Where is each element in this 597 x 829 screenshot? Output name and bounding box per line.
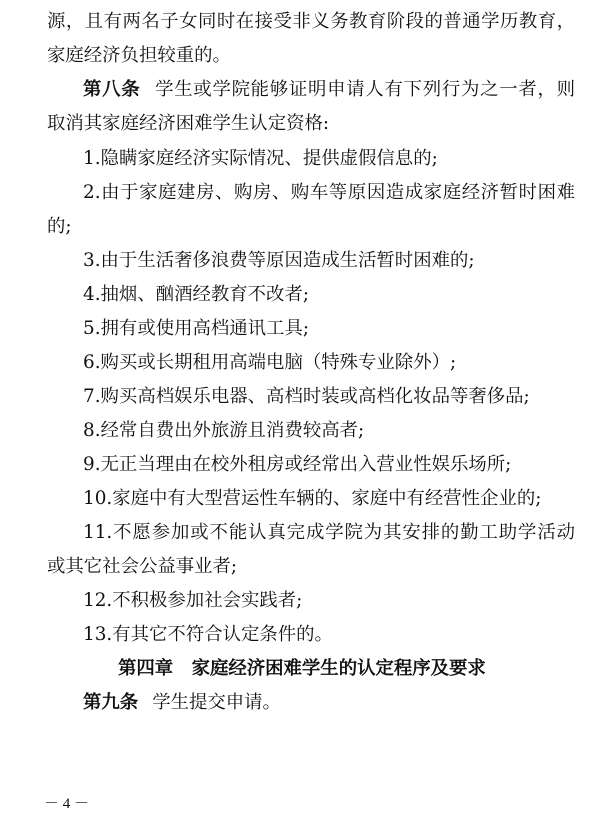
list-item: 8.经常自费出外旅游且消费较高者; (83, 420, 365, 441)
paragraph-line: 取消其家庭经济困难学生认定资格: (47, 113, 330, 134)
list-item: 4.抽烟、酗酒经教育不改者; (83, 284, 310, 305)
page-number: － 4 － (44, 796, 90, 812)
list-item: 1.隐瞒家庭经济实际情况、提供虚假信息的; (83, 148, 438, 169)
list-item: 2.由于家庭建房、购房、购车等原因造成家庭经济暂时困难 (83, 182, 575, 203)
chapter-heading: 第四章 家庭经济困难学生的认定程序及要求 (118, 658, 486, 679)
article-8-text: 学生或学院能够证明申请人有下列行为之一者，则 (154, 79, 575, 100)
paragraph-line: 家庭经济负担较重的。 (47, 45, 231, 66)
list-item-continuation: 或其它社会公益事业者; (47, 556, 238, 577)
paragraph-line: 源，且有两名子女同时在接受非义务教育阶段的普通学历教育， (47, 11, 575, 32)
list-item: 3.由于生活奢侈浪费等原因造成生活暂时困难的; (83, 250, 475, 271)
list-item: 7.购买高档娱乐电器、高档时装或高档化妆品等奢侈品; (83, 386, 530, 407)
list-item: 13.有其它不符合认定条件的。 (83, 624, 333, 645)
article-9-text: 学生提交申请。 (152, 692, 281, 713)
list-item: 12.不积极参加社会实践者; (83, 590, 303, 611)
list-item: 5.拥有或使用高档通讯工具; (83, 318, 310, 339)
article-8-heading: 第八条 (83, 79, 141, 100)
article-8-line (83, 74, 575, 106)
list-item: 11.不愿参加或不能认真完成学院为其安排的勤工助学活动 (83, 522, 575, 543)
list-item: 9.无正当理由在校外租房或经常出入营业性娱乐场所; (83, 454, 512, 475)
list-item-continuation: 的; (47, 216, 72, 237)
article-9-heading: 第九条 (83, 692, 139, 713)
article-9-line (83, 687, 575, 719)
list-item: 6.购买或长期租用高端电脑（特殊专业除外）; (83, 352, 457, 373)
list-item: 10.家庭中有大型营运性车辆的、家庭中有经营性企业的; (83, 488, 542, 509)
